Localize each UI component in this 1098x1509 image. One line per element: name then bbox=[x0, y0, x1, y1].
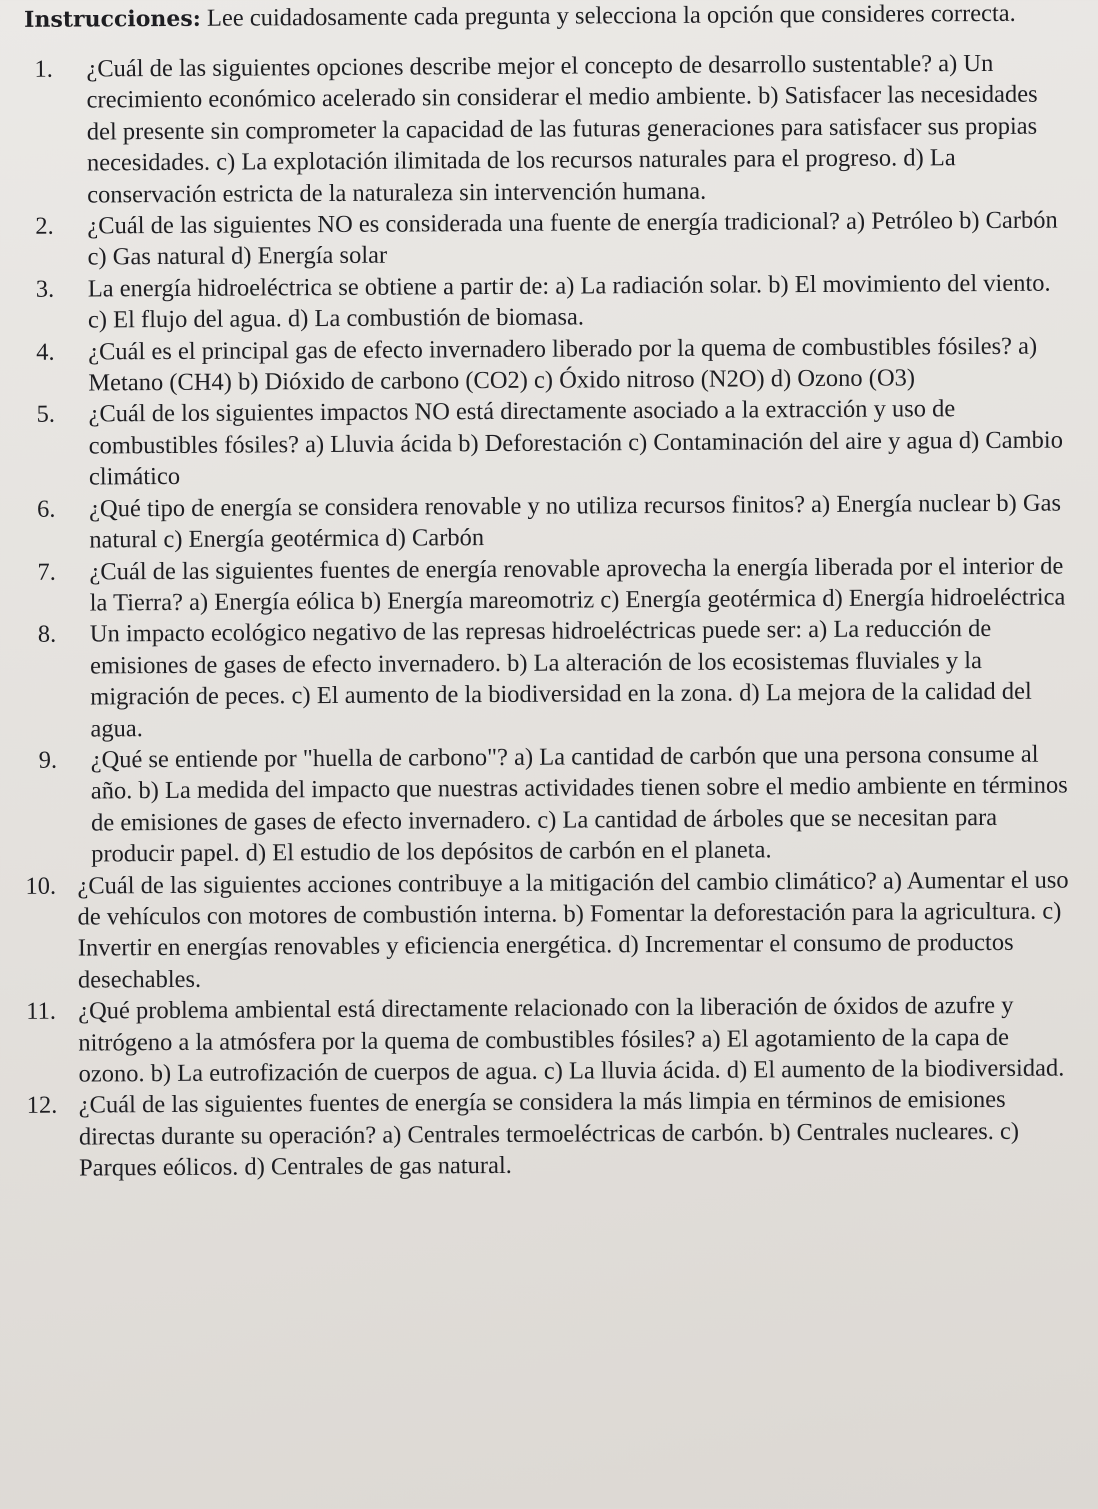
question-number: 12. bbox=[26, 1092, 58, 1120]
question-number: 7. bbox=[37, 558, 56, 586]
question-text: ¿Cuál de las siguientes acciones contribuye a la mitigación del cambio climático? a) Aumentar el uso de vehículos con motores de combustión interna. b) Fomentar la deforestación para la agricultura. c) Invertir en energías renovables y eficiencia energética. d) Incrementar el consumo de productos desechables. bbox=[77, 866, 1069, 994]
question-text: ¿Qué tipo de energía se considera renovable y no utiliza recursos finitos? a) Energía nuclear b) Gas natural c) Energía geotérmica d) Carbón bbox=[89, 489, 1062, 554]
question-4 bbox=[26, 330, 1070, 399]
question-3 bbox=[26, 267, 1070, 336]
question-number: 9. bbox=[38, 746, 58, 774]
question-text: ¿Cuál de las siguientes fuentes de energía renovable aprovecha la energía liberada por el interior de la Tierra? a) Energía eólica b) Energía mareomotriz c) Energía geotérmica d) Energía hidroeléctrica bbox=[89, 552, 1066, 617]
question-11 bbox=[26, 990, 1075, 1091]
question-text: ¿Cuál de las siguientes NO es considerada una fuente de energía tradicional? a) Petróleo b) Carbón c) Gas natural d) Energía solar bbox=[87, 206, 1058, 271]
question-list bbox=[24, 47, 1075, 1184]
question-text: ¿Cuál de las siguientes fuentes de energía se considera la más limpia en términos de emisiones directas durante su operación? a) Centrales termoeléctricas de carbón. b) Centrales nucleares. c) Parques eólicos. d) Centrales de gas natural. bbox=[78, 1086, 1020, 1182]
question-10 bbox=[25, 864, 1074, 996]
question-number: 10. bbox=[25, 872, 57, 900]
question-2 bbox=[25, 205, 1069, 274]
question-text: ¿Cuál de las siguientes opciones describe mejor el concepto de desarrollo sustentable? a) Un crecimiento económico acelerado sin considerar el medio ambiente. b) Satisfacer las necesidades del presente sin comprometer la capacidad de las futuras generaciones para satisfacer sus propias necesidades. c) La explotación ilimitada de los recursos naturales para el progreso. d) La conservación estricta de la naturaleza sin intervención humana. bbox=[86, 49, 1038, 209]
question-text: La energía hidroeléctrica se obtiene a partir de: a) La radiación solar. b) El movimiento del viento. c) El flujo del agua. d) La combustión de biomasa. bbox=[87, 269, 1051, 334]
question-5 bbox=[26, 393, 1071, 494]
question-number: 1. bbox=[34, 55, 53, 83]
question-7 bbox=[27, 550, 1071, 619]
question-8 bbox=[28, 613, 1073, 745]
question-number: 5. bbox=[36, 401, 55, 429]
question-number: 3. bbox=[35, 275, 55, 303]
question-number: 4. bbox=[36, 338, 55, 366]
question-text: ¿Cuál es el principal gas de efecto invernadero liberado por la quema de combustibles fósiles? a) Metano (CH4) b) Dióxido de carbono (CO2) c) Óxido nitroso (N2O) d) Ozono (O3) bbox=[88, 332, 1038, 397]
question-number: 8. bbox=[37, 620, 57, 649]
question-text: ¿Cuál de los siguientes impactos NO está directamente asociado a la extracción y uso de combustibles fósiles? a) Lluvia ácida b) Deforestación c) Contaminación del aire y agua d) Cambio climático bbox=[88, 395, 1064, 491]
instructions-text: Lee cuidadosamente cada pregunta y selecciona la opción que consideres correcta. bbox=[200, 0, 1016, 32]
question-9 bbox=[29, 738, 1074, 870]
question-12 bbox=[26, 1084, 1076, 1185]
question-1 bbox=[24, 47, 1069, 210]
instructions-label: Instrucciones: bbox=[24, 5, 201, 33]
instructions bbox=[24, 0, 1068, 36]
question-text: Un impacto ecológico negativo de las represas hidroeléctricas puede ser: a) La reducción de emisiones de gases de efecto invernadero. b) La alteración de los ecosistemas fluviales y la migración de peces. c) El aumento de la biodiversidad en la zona. d) La mejora de la calidad del agua. bbox=[89, 615, 1032, 742]
question-number: 2. bbox=[35, 212, 54, 240]
question-number: 11. bbox=[26, 997, 56, 1026]
question-6 bbox=[27, 487, 1071, 556]
question-number: 6. bbox=[37, 495, 56, 523]
question-text: ¿Qué se entiende por "huella de carbono"? a) La cantidad de carbón que una persona consume al año. b) La medida del impacto que nuestras actividades tienen sobre el medio ambiente en términos de emisiones de gases de efecto invernadero. c) La cantidad de árboles que se necesitan para producir papel. d) El estudio de los depósitos de carbón en el planeta. bbox=[90, 740, 1068, 868]
question-text: ¿Qué problema ambiental está directamente relacionado con la liberación de óxidos de azufre y nitrógeno a la atmósfera por la quema de combustibles fósiles? a) El agotamiento de la capa de ozono. b) La eutrofización de cuerpos de agua. c) La lluvia ácida. d) El aumento de la biodiversidad. bbox=[78, 992, 1065, 1088]
